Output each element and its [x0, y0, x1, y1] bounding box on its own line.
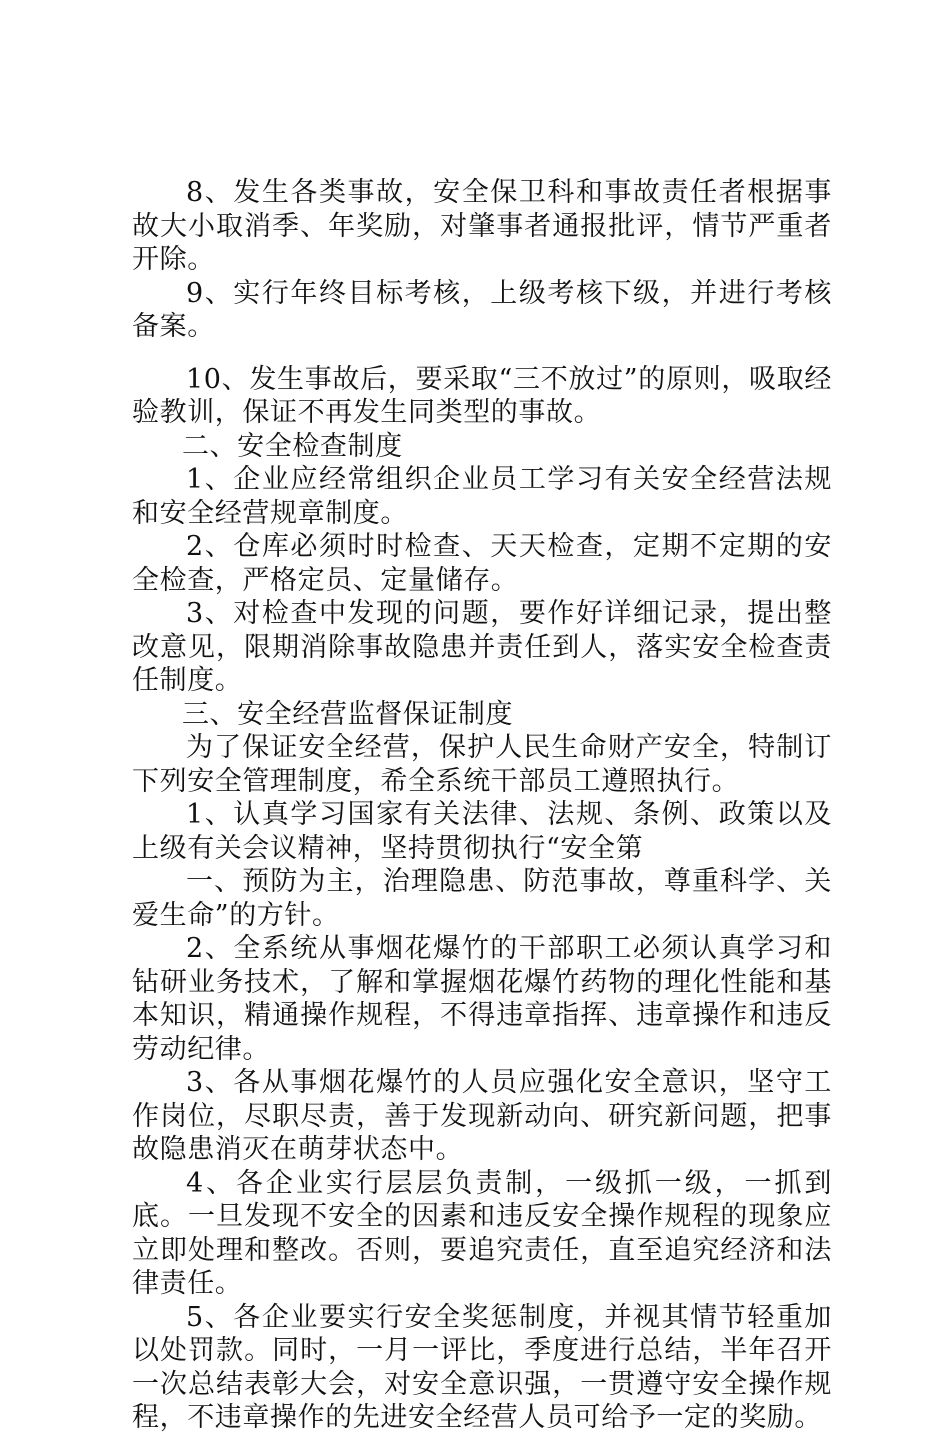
paragraph-rule-9: 9、实行年终目标考核，上级考核下级，并进行考核备案。 — [132, 277, 832, 342]
paragraph-inspection-2: 2、仓库必须时时检查、天天检查，定期不定期的安全检查，严格定员、定量储存。 — [132, 531, 832, 596]
document-body — [132, 176, 832, 1435]
paragraph-rule-10: 10、发生事故后，要采取“三不放过”的原则，吸取经验教训，保证不再发生同类型的事故。 — [132, 363, 832, 428]
paragraph-supervision-3: 3、各从事烟花爆竹的人员应强化安全意识，坚守工作岗位，尽职尽责，善于发现新动向、研究新问题，把事故隐患消灭在萌芽状态中。 — [132, 1067, 832, 1165]
paragraph-supervision-intro: 为了保证安全经营，保护人民生命财产安全，特制订下列安全管理制度，希全系统干部员工遵照执行。 — [132, 732, 832, 797]
paragraph-rule-8: 8、发生各类事故，安全保卫科和事故责任者根据事故大小取消季、年奖励，对肇事者通报批评，情节严重者开除。 — [132, 177, 832, 275]
section-heading-supervision: 三、安全经营监督保证制度 — [181, 698, 514, 730]
paragraph-inspection-1: 1、企业应经常组织企业员工学习有关安全经营法规和安全经营规章制度。 — [132, 464, 832, 529]
paragraph-supervision-1: 1、认真学习国家有关法律、法规、条例、政策以及上级有关会议精神，坚持贯彻执行“安全第 — [132, 799, 832, 864]
paragraph-supervision-2: 2、全系统从事烟花爆竹的干部职工必须认真学习和钻研业务技术，了解和掌握烟花爆竹药物的理化性能和基本知识，精通操作规程，不得违章指挥、违章操作和违反劳动纪律。 — [132, 933, 832, 1065]
paragraph-supervision-1-continued: 一、预防为主，治理隐患、防范事故，尊重科学、关爱生命”的方针。 — [132, 866, 832, 931]
paragraph-supervision-5: 5、各企业要实行安全奖惩制度，并视其情节轻重加以处罚款。同时，一月一评比，季度进行总结，半年召开一次总结表彰大会，对安全意识强，一贯遵守安全操作规程，不违章操作的先进安全经营人员可给予一定的奖励。 — [132, 1301, 832, 1433]
paragraph-supervision-4: 4、各企业实行层层负责制，一级抓一级，一抓到底。一旦发现不安全的因素和违反安全操作规程的现象应立即处理和整改。否则，要追究责任，直至追究经济和法律责任。 — [132, 1167, 832, 1299]
section-heading-safety-inspection: 二、安全检查制度 — [181, 430, 403, 462]
paragraph-inspection-3: 3、对检查中发现的问题，要作好详细记录，提出整改意见，限期消除事故隐患并责任到人，落实安全检查责任制度。 — [132, 598, 832, 696]
